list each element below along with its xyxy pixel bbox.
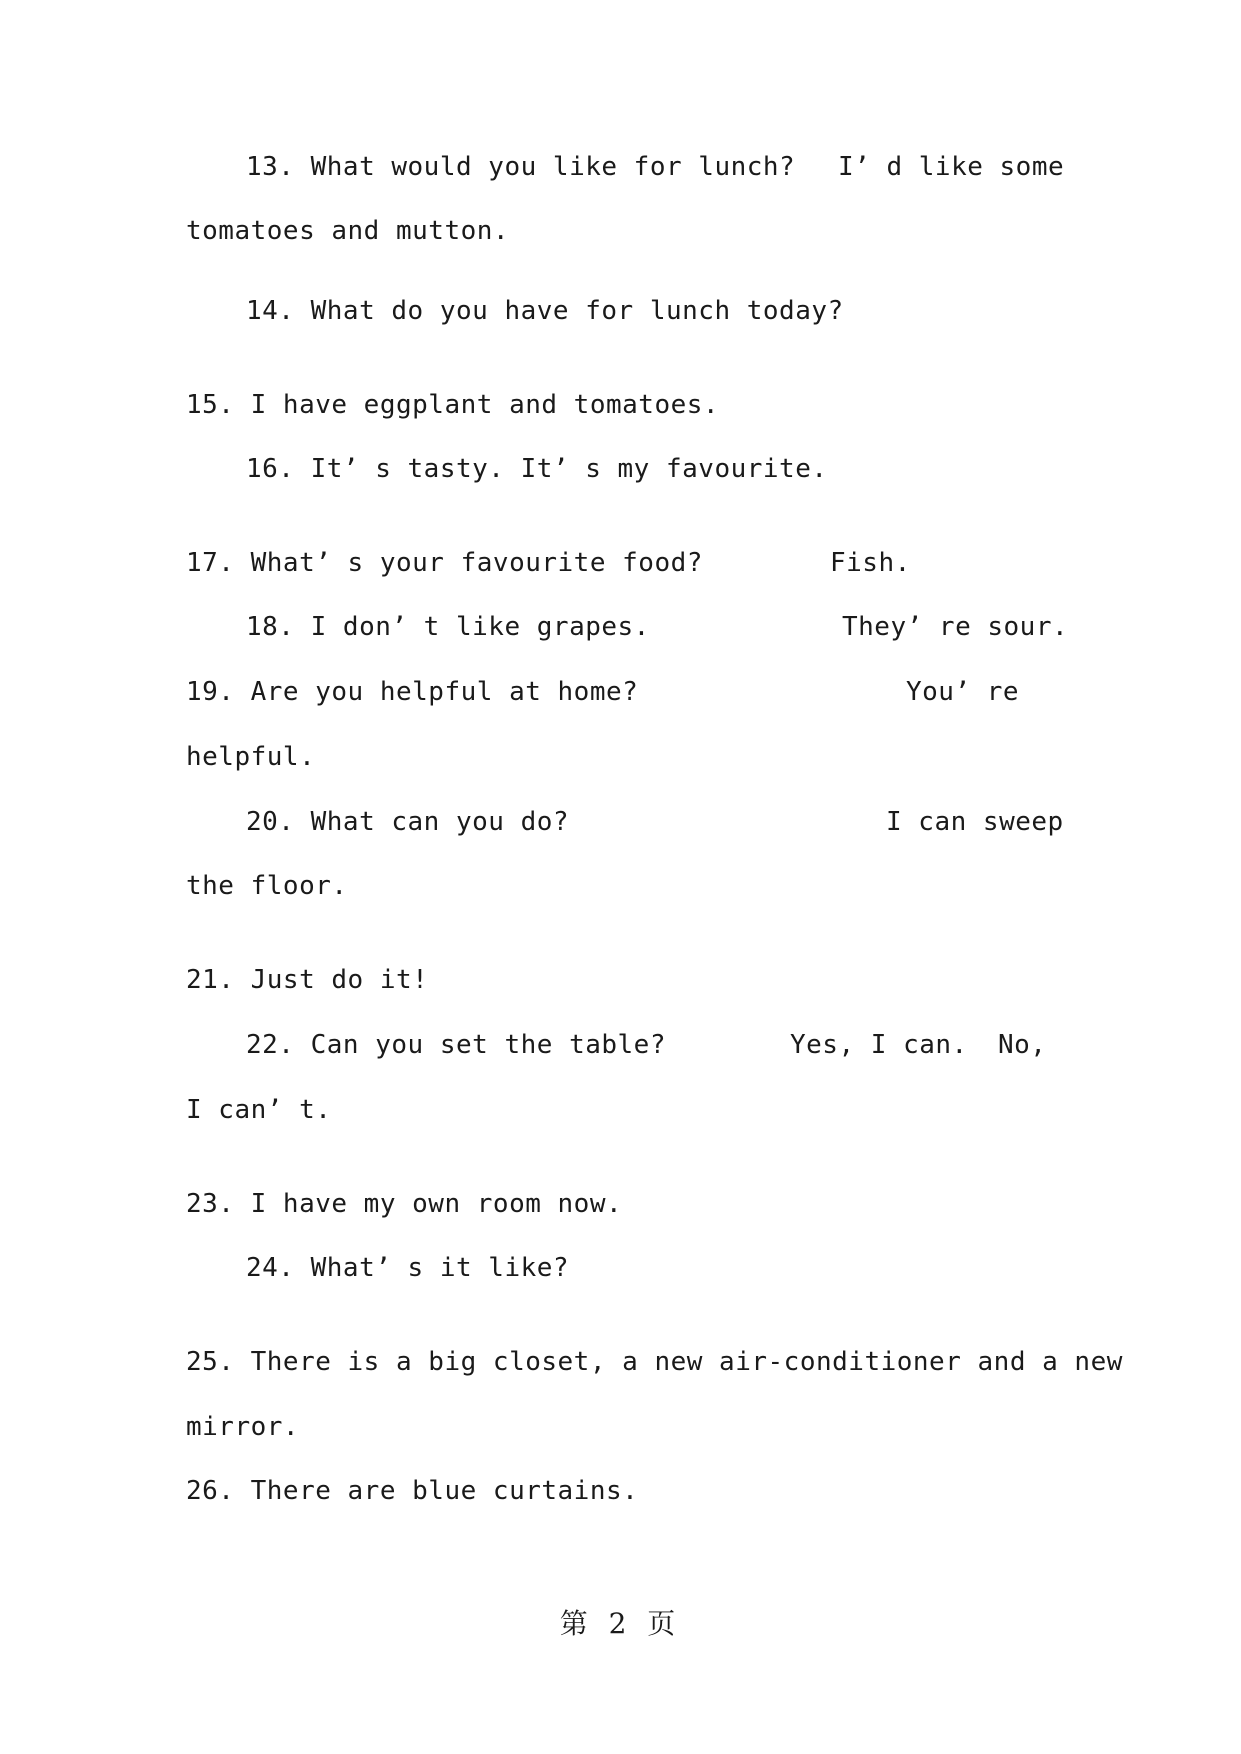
page-number: 第 2 页 <box>559 1607 682 1640</box>
text-line: 14. What do you have for lunch today? <box>246 296 844 326</box>
text-line-answer: They’ re sour. <box>842 612 1069 642</box>
text-line: 24. What’ s it like? <box>246 1253 570 1283</box>
text-line-answer: Fish. <box>830 548 911 578</box>
text-line: 20. What can you do? <box>246 807 570 837</box>
text-line: 19. Are you helpful at home? <box>186 677 639 707</box>
text-line: 15. I have eggplant and tomatoes. <box>186 390 720 420</box>
text-line-answer: I can sweep <box>886 807 1064 837</box>
text-line: 16. It’ s tasty. It’ s my favourite. <box>246 454 828 484</box>
text-line: 21. Just do it! <box>186 965 429 995</box>
text-line-answer: You’ re <box>906 677 1020 707</box>
text-line: the floor. <box>186 871 348 901</box>
text-line: mirror. <box>186 1412 300 1442</box>
text-line: 26. There are blue curtains. <box>186 1476 639 1506</box>
text-line: 18. I don’ t like grapes. <box>246 612 650 642</box>
text-line: 13. What would you like for lunch? <box>246 152 796 182</box>
text-line: tomatoes and mutton. <box>186 216 510 246</box>
text-line: I can’ t. <box>186 1095 332 1125</box>
text-line: 22. Can you set the table? <box>246 1030 666 1060</box>
text-line-answer: Yes, I can. <box>790 1030 968 1060</box>
text-line: 17. What’ s your favourite food? <box>186 548 703 578</box>
text-line: helpful. <box>186 742 316 772</box>
text-line: 25. There is a big closet, a new air-conditioner and a new <box>186 1347 1123 1377</box>
text-line-answer: No, <box>998 1030 1047 1060</box>
text-line-answer: I’ d like some <box>838 152 1065 182</box>
text-line: 23. I have my own room now. <box>186 1189 623 1219</box>
